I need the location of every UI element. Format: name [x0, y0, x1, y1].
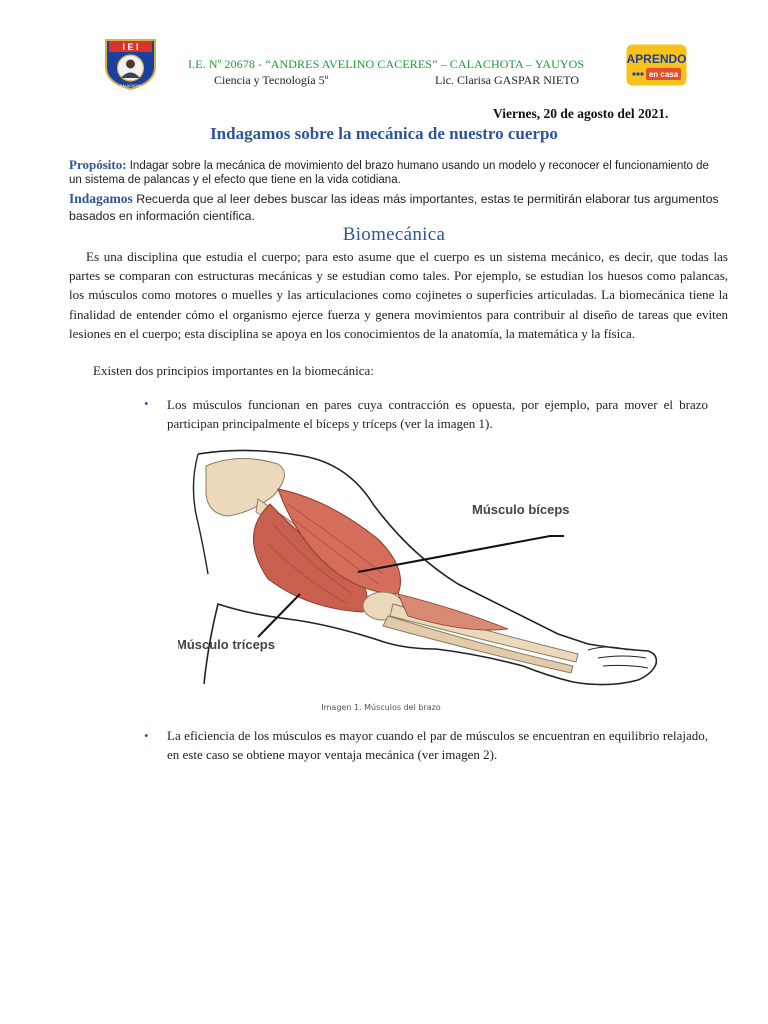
principles-intro: Existen dos principios importantes en la biomecánica: — [93, 363, 374, 378]
aprendo-en-casa-logo — [626, 44, 687, 86]
purpose-label: Propósito: — [69, 157, 127, 172]
school-logo-caption: CALACHOTA — [119, 84, 142, 88]
principle-2: La eficiencia de los músculos es mayor cuando el par de músculos se encuentran en equilibrio relajado, en este caso se obtiene mayor ventaja mecánica (ver imagen 2). — [167, 728, 708, 762]
bullet-icon: • — [144, 728, 149, 743]
purpose-text: Indagar sobre la mecánica de movimiento del brazo humano usando un modelo y reconocer el funcionamiento de un sistema de palancas y el efecto que tiene en la vida cotidiana. — [69, 160, 709, 186]
biomechanics-definition: Es una disciplina que estudia el cuerpo; para esto asume que el cuerpo es un sistema mecánico, es decir, que todas las partes se comparan con estructuras mecánicas y se estudian como tales. Por ejemplo, se estudian los huesos como palancas, los músculos como motores o muelles y las articulaciones como cojinetes o superficies articuladas. La biomecánica tiene la finalidad de entender cómo el organismo ejerce fuerza y genera movimientos para contribuir al diseño de tareas que eviten lesiones en el cuerpo; esta disciplina se apoya en los conocimientos de la anatomía, la matemática y la física. — [69, 249, 728, 341]
biceps-label: Músculo bíceps — [472, 502, 570, 517]
school-name: I.E. Nº 20678 - “ANDRES AVELINO CACERES” – CALACHOTA – YAUYOS — [188, 57, 585, 71]
figure-caption: Imagen 1. Músculos del brazo — [321, 703, 441, 712]
course-name: Ciencia y Tecnología 5º — [214, 73, 329, 87]
purpose-paragraph — [69, 158, 709, 187]
triceps-label: Músculo tríceps — [178, 637, 275, 652]
school-logo-letters: I E I — [122, 42, 139, 52]
body-paragraph — [69, 247, 728, 343]
section-title: Biomecánica — [342, 224, 446, 245]
aprendo-logo-line2: en casa — [648, 70, 679, 79]
document-date: Viernes, 20 de agosto del 2021. — [493, 106, 669, 121]
school-logo — [103, 37, 158, 91]
inquire-text: Recuerda que al leer debes buscar las ideas más importantes, estas te permitirán elaborar tus argumentos basados en información científica. — [69, 192, 719, 223]
bullet-icon: • — [144, 396, 149, 411]
aprendo-logo-line1: APRENDO — [626, 52, 687, 66]
arm-muscles-illustration — [178, 444, 678, 706]
page-title: Indagamos sobre la mecánica de nuestro cuerpo — [210, 124, 558, 143]
inquire-paragraph — [69, 190, 724, 225]
inquire-label: Indagamos — [69, 191, 133, 206]
principle-1: Los músculos funcionan en pares cuya contracción es opuesta, por ejemplo, para mover el brazo participan principalmente el bíceps y tríceps (ver la imagen 1). — [167, 397, 708, 431]
teacher-name: Lic. Clarisa GASPAR NIETO — [435, 73, 579, 87]
